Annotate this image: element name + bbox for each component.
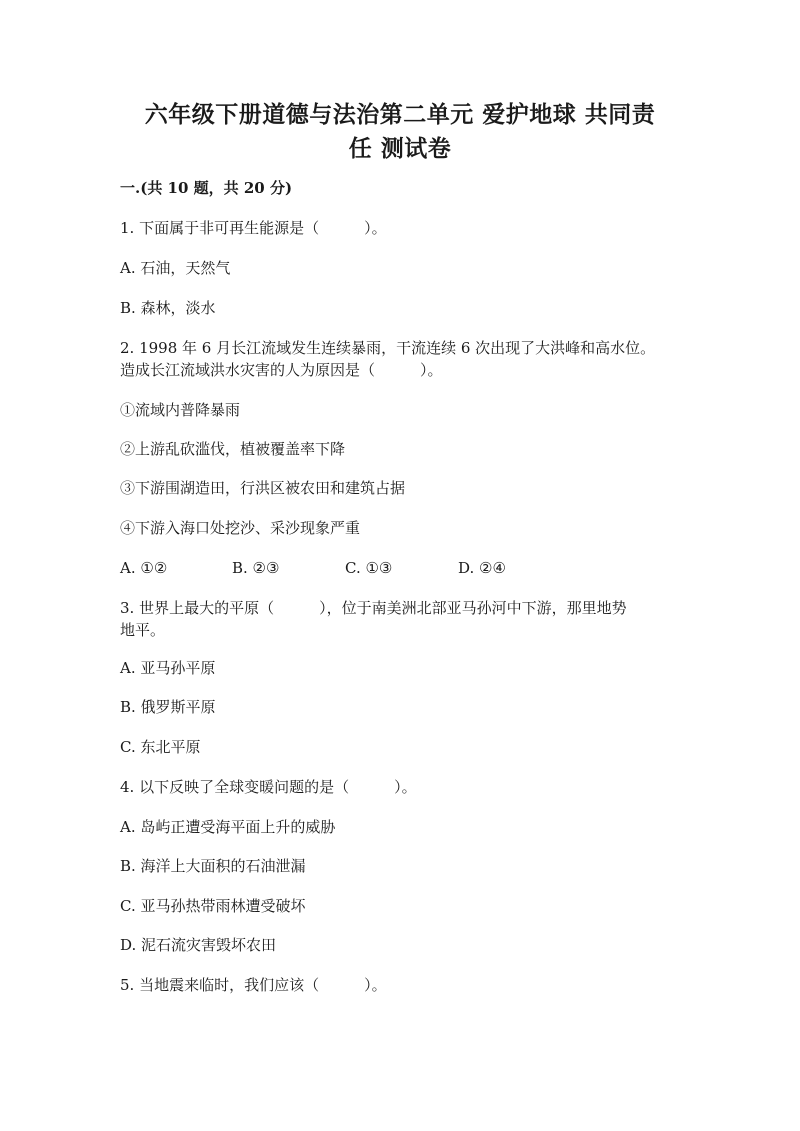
page-title <box>110 98 690 166</box>
question-3-option-c: C. 东北平原 <box>120 738 201 756</box>
question-2-statement-1: ①流域内普降暴雨 <box>120 401 241 419</box>
question-2-statement-2: ②上游乱砍滥伐，植被覆盖率下降 <box>120 440 346 458</box>
question-2-option-c: C. ①③ <box>345 559 393 577</box>
question-4-stem: 4. 以下反映了全球变暖问题的是（ ）。 <box>120 778 417 796</box>
question-2-statement-4: ④下游入海口处挖沙、采沙现象严重 <box>120 519 361 537</box>
question-2-statement-3: ③下游围湖造田，行洪区被农田和建筑占据 <box>120 479 406 497</box>
question-1-stem: 1. 下面属于非可再生能源是（ ）。 <box>120 219 387 237</box>
question-5-stem: 5. 当地震来临时，我们应该（ ）。 <box>120 976 387 994</box>
question-2-stem-line-2: 造成长江流域洪水灾害的人为原因是（ ）。 <box>120 361 443 379</box>
question-3-option-b: B. 俄罗斯平原 <box>120 698 216 716</box>
question-1-option-b: B. 森林，淡水 <box>120 299 216 317</box>
title-line-2: 任 测试卷 <box>348 135 452 162</box>
title-line-1: 六年级下册道德与法治第二单元 爱护地球 共同责 <box>144 101 656 128</box>
question-3-stem-line-1: 3. 世界上最大的平原（ ），位于南美洲北部亚马孙河中下游，那里地势 <box>120 599 627 617</box>
question-2-options-row <box>120 558 540 578</box>
question-3-stem-line-2: 地平。 <box>120 621 166 639</box>
question-4-option-a: A. 岛屿正遭受海平面上升的威胁 <box>120 818 336 836</box>
question-4-option-b: B. 海洋上大面积的石油泄漏 <box>120 857 306 875</box>
question-4-option-d: D. 泥石流灾害毁坏农田 <box>120 936 277 954</box>
question-2-stem-line-1: 2. 1998 年 6 月长江流域发生连续暴雨，干流连续 6 次出现了大洪峰和高水位。 <box>120 339 656 357</box>
section-heading: 一.(共 10 题，共 20 分) <box>120 179 293 197</box>
question-4-option-c: C. 亚马孙热带雨林遭受破坏 <box>120 897 306 915</box>
question-2-option-a: A. ①② <box>120 559 168 577</box>
question-2-option-b: B. ②③ <box>232 559 280 577</box>
question-2-option-d: D. ②④ <box>458 559 506 577</box>
question-1-option-a: A. 石油，天然气 <box>120 259 231 277</box>
question-3-option-a: A. 亚马孙平原 <box>120 659 216 677</box>
